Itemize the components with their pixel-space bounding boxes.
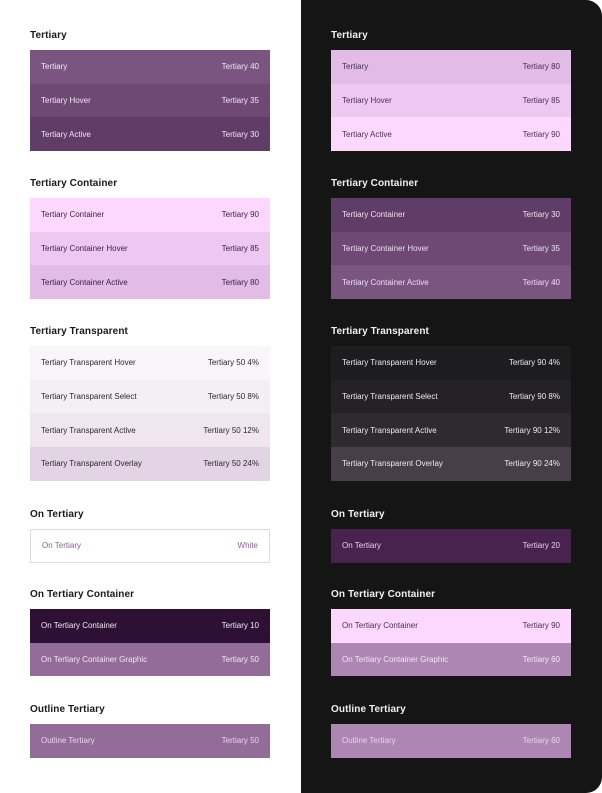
color-swatch-tertiary-transparent-hover (30, 346, 270, 380)
token-name: Outline Tertiary (342, 736, 396, 746)
token-value: Tertiary 80 (522, 62, 560, 72)
token-value: Tertiary 40 (522, 277, 560, 287)
color-swatch-on-tertiary (30, 529, 270, 563)
section-title: On Tertiary Container (30, 589, 135, 600)
swatch-list (30, 609, 270, 676)
token-name: Tertiary Container Hover (342, 244, 429, 254)
token-value: Tertiary 50 (221, 655, 259, 665)
token-name: Outline Tertiary (41, 736, 95, 746)
swatch-list (331, 724, 571, 758)
color-swatch-tertiary-transparent-active (331, 413, 571, 447)
color-swatch-outline-tertiary (331, 724, 571, 758)
token-name: Tertiary Container (41, 210, 105, 220)
section-title: Tertiary Container (331, 178, 419, 189)
token-value: Tertiary 90 12% (504, 425, 560, 435)
color-swatch-tertiary-transparent-select (30, 380, 270, 414)
section-title: Outline Tertiary (30, 704, 105, 715)
swatch-list (30, 724, 270, 758)
token-name: Tertiary Transparent Hover (41, 358, 136, 368)
token-name: Tertiary Container (342, 210, 406, 220)
swatch-list (30, 346, 270, 481)
token-value: Tertiary 10 (221, 621, 259, 631)
swatch-list (331, 346, 571, 481)
token-name: Tertiary (41, 62, 68, 72)
token-value: Tertiary 80 (221, 277, 259, 287)
token-name: Tertiary Hover (342, 96, 392, 106)
color-swatch-tertiary-active (30, 117, 270, 151)
swatch-list (331, 529, 571, 563)
color-swatch-tertiary-transparent-hover (331, 346, 571, 380)
dark-theme-panel (301, 0, 602, 793)
color-swatch-tertiary (30, 50, 270, 84)
token-name: Tertiary Active (41, 129, 91, 139)
token-value: Tertiary 60 (522, 655, 560, 665)
section-title: On Tertiary (30, 509, 84, 520)
token-value: Tertiary 35 (522, 244, 560, 254)
token-value: Tertiary 85 (221, 244, 259, 254)
section-title: Tertiary (30, 30, 67, 41)
token-value: Tertiary 85 (522, 96, 560, 106)
token-value: White (237, 541, 258, 551)
token-name: Tertiary Transparent Overlay (41, 459, 142, 469)
color-swatch-tertiary-hover (30, 84, 270, 118)
token-name: Tertiary Transparent Active (41, 425, 136, 435)
token-name: On Tertiary Container (41, 621, 117, 631)
color-swatch-on-tertiary-container-graphic (30, 643, 270, 677)
token-value: Tertiary 90 8% (508, 392, 560, 402)
token-name: On Tertiary (342, 541, 381, 551)
color-swatch-on-tertiary-container (30, 609, 270, 643)
swatch-list (331, 609, 571, 676)
color-swatch-tertiary-container-active (331, 265, 571, 299)
token-value: Tertiary 35 (221, 96, 259, 106)
token-value: Tertiary 90 (522, 621, 560, 631)
section-title: On Tertiary (331, 509, 385, 520)
token-name: On Tertiary Container Graphic (41, 655, 148, 665)
token-value: Tertiary 20 (522, 541, 560, 551)
color-swatch-tertiary-transparent-select (331, 380, 571, 414)
color-swatch-tertiary-transparent-active (30, 413, 270, 447)
swatch-list (331, 50, 571, 151)
token-value: Tertiary 40 (221, 62, 259, 72)
token-value: Tertiary 90 (221, 210, 259, 220)
token-name: Tertiary Hover (41, 96, 91, 106)
color-swatch-tertiary-container-active (30, 265, 270, 299)
color-swatch-tertiary-container-hover (30, 232, 270, 266)
section-title: Tertiary Container (30, 178, 118, 189)
color-swatch-tertiary-container-hover (331, 232, 571, 266)
token-name: Tertiary Container Active (342, 277, 429, 287)
token-name: Tertiary Transparent Select (41, 392, 137, 402)
section-title: Tertiary (331, 30, 368, 41)
section-title: Tertiary Transparent (30, 326, 128, 337)
color-swatch-on-tertiary (331, 529, 571, 563)
color-swatch-tertiary-transparent-overlay (30, 447, 270, 481)
token-value: Tertiary 90 (522, 129, 560, 139)
color-swatch-tertiary-container (30, 198, 270, 232)
swatch-list (331, 198, 571, 299)
section-title: Tertiary Transparent (331, 326, 429, 337)
color-swatch-tertiary-container (331, 198, 571, 232)
token-value: Tertiary 30 (221, 129, 259, 139)
token-value: Tertiary 50 8% (207, 392, 259, 402)
color-swatch-tertiary (331, 50, 571, 84)
token-value: Tertiary 60 (522, 736, 560, 746)
color-swatch-on-tertiary-container-graphic (331, 643, 571, 677)
token-name: On Tertiary Container (342, 621, 418, 631)
token-value: Tertiary 50 24% (203, 459, 259, 469)
token-name: Tertiary Active (342, 129, 392, 139)
token-name: Tertiary (342, 62, 369, 72)
token-value: Tertiary 50 (221, 736, 259, 746)
token-value: Tertiary 30 (522, 210, 560, 220)
token-name: Tertiary Transparent Select (342, 392, 438, 402)
token-value: Tertiary 50 4% (207, 358, 259, 368)
token-name: Tertiary Container Active (41, 277, 128, 287)
swatch-list (30, 198, 270, 299)
token-value: Tertiary 90 24% (504, 459, 560, 469)
color-swatch-on-tertiary-container (331, 609, 571, 643)
color-swatch-tertiary-hover (331, 84, 571, 118)
color-swatch-tertiary-active (331, 117, 571, 151)
color-swatch-outline-tertiary (30, 724, 270, 758)
token-name: Tertiary Container Hover (41, 244, 128, 254)
section-title: Outline Tertiary (331, 704, 406, 715)
token-name: Tertiary Transparent Overlay (342, 459, 443, 469)
section-title: On Tertiary Container (331, 589, 436, 600)
color-swatch-tertiary-transparent-overlay (331, 447, 571, 481)
swatch-list (30, 529, 270, 563)
swatch-list (30, 50, 270, 151)
token-value: Tertiary 50 12% (203, 425, 259, 435)
token-value: Tertiary 90 4% (508, 358, 560, 368)
token-name: On Tertiary (42, 541, 81, 551)
token-name: Tertiary Transparent Hover (342, 358, 437, 368)
token-name: Tertiary Transparent Active (342, 425, 437, 435)
token-name: On Tertiary Container Graphic (342, 655, 449, 665)
